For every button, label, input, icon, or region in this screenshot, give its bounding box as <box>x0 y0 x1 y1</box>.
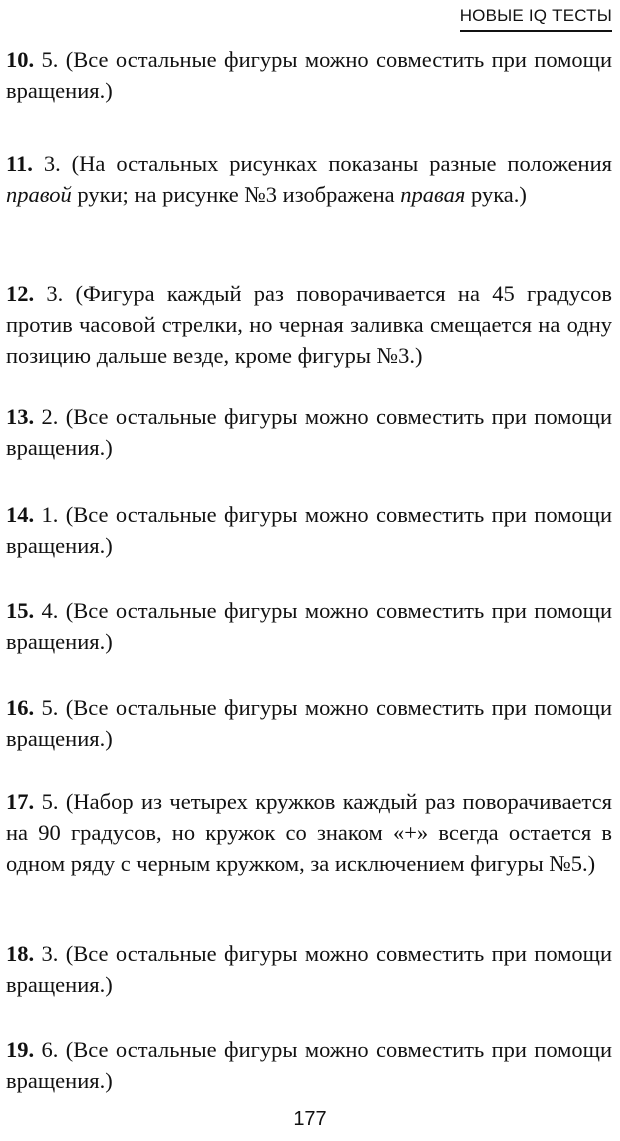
answer-number: 12. <box>6 281 35 306</box>
answer-item <box>6 499 612 561</box>
answer-text: 5. (Все остальные фигуры можно совместить при помощи вращения.) <box>6 47 613 103</box>
answer-text: 3. (Фигура каждый раз поворачивается на 45 градусов против часовой стрелки, но черная заливка смещается на одну позицию дальше везде, кроме фигуры №3.) <box>6 281 612 368</box>
answer-text: 5. (Все остальные фигуры можно совместить при помощи вращения.) <box>6 695 613 751</box>
answer-text: 6. (Все остальные фигуры можно совместить при помощи вращения.) <box>6 1037 613 1093</box>
answer-number: 18. <box>6 941 35 966</box>
answer-number: 16. <box>6 695 35 720</box>
answer-text: 2. (Все остальные фигуры можно совместить при помощи вращения.) <box>6 404 613 460</box>
answer-text-middle: руки; на рисунке №3 изображена <box>71 182 401 207</box>
answer-emphasis: правая <box>400 182 466 207</box>
answer-item <box>6 786 612 879</box>
answer-number: 17. <box>6 789 35 814</box>
answer-item <box>6 148 612 210</box>
running-header: НОВЫЕ IQ ТЕСТЫ <box>460 6 612 32</box>
answer-item <box>6 595 612 657</box>
answer-emphasis: правой <box>6 182 72 207</box>
answer-item <box>6 1034 612 1096</box>
answer-text: 5. (Набор из четырех кружков каждый раз поворачивается на 90 градусов, но кружок со знаком «+» всегда остается в одном ряду с черным кружком, за исключением фигуры №5.) <box>6 789 612 876</box>
answer-number: 10. <box>6 47 35 72</box>
answer-item <box>6 692 612 754</box>
page-number: 177 <box>293 1108 327 1130</box>
answer-item <box>6 44 612 106</box>
answer-item <box>6 278 612 371</box>
answer-number: 14. <box>6 502 35 527</box>
answer-text: 4. (Все остальные фигуры можно совместить при помощи вращения.) <box>6 598 613 654</box>
answer-text-end: рука.) <box>465 182 527 207</box>
answer-text: 3. (Все остальные фигуры можно совместить при помощи вращения.) <box>6 941 613 997</box>
answer-item <box>6 938 612 1000</box>
answer-number: 11. <box>6 151 33 176</box>
answer-number: 15. <box>6 598 35 623</box>
answer-number: 13. <box>6 404 35 429</box>
answer-item <box>6 401 612 463</box>
answer-text-start: 3. (На остальных рисунках показаны разные положения <box>43 151 612 176</box>
answer-number: 19. <box>6 1037 35 1062</box>
answer-text: 1. (Все остальные фигуры можно совместить при помощи вращения.) <box>6 502 613 558</box>
